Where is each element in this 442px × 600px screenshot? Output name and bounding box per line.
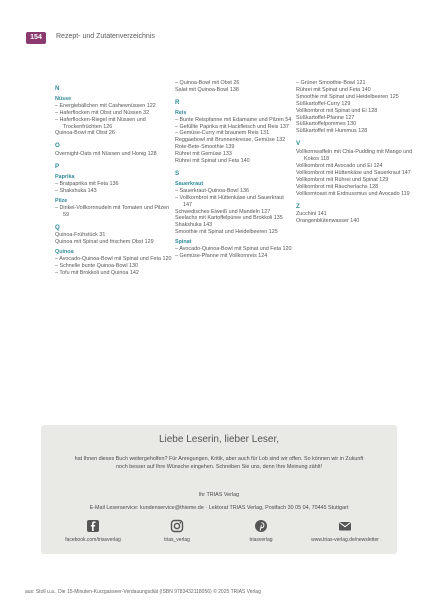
index-letter: Z xyxy=(296,202,300,210)
index-letter: R xyxy=(175,98,180,106)
index-entry: – Haferflocken mit Obst und Nüssen 32 xyxy=(55,110,173,117)
index-entry: Seelachs mit Kartoffelpüree und Brokkoli 135 xyxy=(175,215,283,222)
index-entry: Vollkornbrot mit Avocado und Ei 124 xyxy=(296,162,383,169)
pinterest-icon xyxy=(254,519,268,533)
social-instagram[interactable] xyxy=(142,519,212,543)
index-entry: – Quinoa-Bowl mit Obst 26 xyxy=(175,80,293,87)
index-entry: Overnight-Oats mit Nüssen und Honig 128 xyxy=(55,151,157,158)
index-entry: Süßkartoffel mit Hummus 128 xyxy=(296,128,368,135)
index-entry: – Bunte Reispfanne mit Edamame und Pilzen 54 xyxy=(175,117,293,124)
index-entry: Orangenblütenwasser 140 xyxy=(296,218,360,225)
index-entry: Rührei mit Spinat und Feta 140 xyxy=(296,86,371,93)
index-entry: – Haferflocken-Riegel mit Nüssen und Trockenfrüchten 126 xyxy=(55,117,173,131)
index-entry: Rote-Bete-Smoothie 139 xyxy=(175,144,235,151)
index-entry: – Sauerkraut-Quinoa-Bowl 136 xyxy=(175,188,293,195)
index-entry: Smoothie mit Spinat und Heidelbeeren 125 xyxy=(296,93,399,100)
footer-credit: aus: Stoll u.a., Die 15-Minuten-Kurzgasseer-Verdauungsdiät (ISBN 9783432118056) © 2025 TRIAS Verlag xyxy=(25,589,261,595)
index-entry: Shakshuka 143 xyxy=(175,222,213,229)
index-letter: O xyxy=(55,142,60,150)
index-entry: – Tofu mit Brokkoli und Quinoa 142 xyxy=(55,270,173,277)
index-entry: – Avocado-Quinoa-Bowl mit Spinat und Feta 120 xyxy=(175,246,293,253)
index-entry: – Grüner Smoothie-Bowl 121 xyxy=(296,80,414,87)
box-title: Liebe Leserin, lieber Leser, xyxy=(158,434,280,445)
box-signature: Ihr TRIAS Verlag xyxy=(198,492,240,498)
index-letter: N xyxy=(55,85,60,92)
index-subheading: Paprika xyxy=(55,174,75,181)
running-header: Rezept- und Zutatenverzeichnis xyxy=(56,33,155,40)
box-address: E-Mail Leserservice: kundenservice@thieme.de · Lektorat TRIAS Verlag, Postfach 30 05 04, 70445 Stuttgart xyxy=(89,505,349,511)
index-entry: – Energiebällchen mit Cashewnüssen 122 xyxy=(55,103,173,110)
index-entry: Vollkornwaffeln mit Chia-Pudding mit Mango und Kokos 118 xyxy=(296,149,413,163)
social-facebook[interactable] xyxy=(58,519,128,543)
index-subheading: Sauerkraut xyxy=(175,180,204,187)
index-entry: Salat mit Quinoa-Bowl 138 xyxy=(175,86,239,93)
index-subheading: Quinoa xyxy=(55,249,74,256)
index-column-3 xyxy=(296,80,414,225)
box-text: hat Ihnen dieses Buch weitergeholfen? Für Anregungen, Kritik, aber auch für Lob sind wir offen. So können wir in Zukunft noch besser auf Ihre Wünsche eingehen. Schreiben Sie uns, denn Ihre Meinung zählt! xyxy=(74,456,364,470)
email-icon xyxy=(338,519,352,533)
index-entry: Vollkornbrot mit Rührei und Spinat 129 xyxy=(296,176,389,183)
index-entry: – Bratpaprika mit Feta 136 xyxy=(55,181,173,188)
social-pinterest[interactable] xyxy=(226,519,296,543)
index-entry: – Schnelle bunte Quinoa-Bowl 130 xyxy=(55,263,173,270)
social-label: trias_verlag xyxy=(164,537,190,543)
index-letter: S xyxy=(175,169,180,177)
index-letter: P xyxy=(55,163,60,171)
index-subheading: Pilze xyxy=(55,197,68,204)
social-label: triasverlag xyxy=(249,537,273,543)
index-entry: – Shakshuka 143 xyxy=(55,188,173,195)
social-label: www.trias-verlag.de/newsletter xyxy=(311,537,379,543)
reader-message-box xyxy=(41,425,397,554)
facebook-icon xyxy=(86,519,100,533)
page-number-badge: 154 xyxy=(26,32,46,44)
index-entry: Smoothie mit Spinat und Heidelbeeren 125 xyxy=(175,229,278,236)
index-entry: – Gefüllte Paprika mit Hackfleisch und Reis 137 xyxy=(175,124,293,131)
index-letter: V xyxy=(296,140,301,148)
index-subheading: Spinat xyxy=(175,239,192,246)
index-letter: Q xyxy=(55,223,60,231)
index-column-1 xyxy=(55,80,173,277)
index-entry: – Vollkornbrot mit Hüttenkäse und Sauerkraut 147 xyxy=(175,195,293,209)
index-entry: – Dinkel-Vollkornnudeln mit Tomaten und Pilzen 59 xyxy=(55,205,173,219)
index-entry: – Gemüse-Curry mit braunem Reis 131 xyxy=(175,130,293,137)
index-entry: Quinoa mit Spinat und frischem Obst 129 xyxy=(55,239,154,246)
index-entry: Vollkornbrot mit Spinat und Ei 128 xyxy=(296,107,378,114)
social-newsletter[interactable] xyxy=(310,519,380,543)
index-entry: – Avocado-Quinoa-Bowl mit Spinat und Feta 120 xyxy=(55,256,173,263)
social-label: facebook.com/triasverlag xyxy=(65,537,121,543)
index-subheading: Reis xyxy=(175,109,187,116)
instagram-icon xyxy=(170,519,184,533)
index-entry: Rührei mit Spinat und Feta 140 xyxy=(175,158,250,165)
index-column-2 xyxy=(175,80,293,260)
index-subheading: Nüsse xyxy=(55,95,72,102)
index-entry: – Gemüse-Pfanne mit Vollkornreis 124 xyxy=(175,253,293,260)
index-entry: Quinoa-Frühstück 31 xyxy=(55,232,106,239)
index-entry: Vollkornbrot mit Hüttenkäse und Sauerkraut 147 xyxy=(296,169,411,176)
index-entry: Reggaebowl mit Brunnenkresse, Gemüse 132 xyxy=(175,137,286,144)
index-entry: Vollkornbrot mit Räucherlachs 128 xyxy=(296,183,379,190)
index-entry: Schwedisches Eiweiß und Mandeln 127 xyxy=(175,208,271,215)
index-entry: Quinoa-Bowl mit Obst 26 xyxy=(55,130,115,137)
index-entry: Zucchini 141 xyxy=(296,211,327,218)
index-entry: Rührei mit Gemüse 133 xyxy=(175,151,232,158)
index-entry: Vollkorntoast mit Erdnussmus und Avocado 119 xyxy=(296,190,410,197)
index-entry: Süßkartoffelpommes 130 xyxy=(296,121,357,128)
index-entry: Süßkartoffel-Curry 129 xyxy=(296,100,351,107)
index-entry: Süßkartoffel-Pfanne 127 xyxy=(296,114,355,121)
